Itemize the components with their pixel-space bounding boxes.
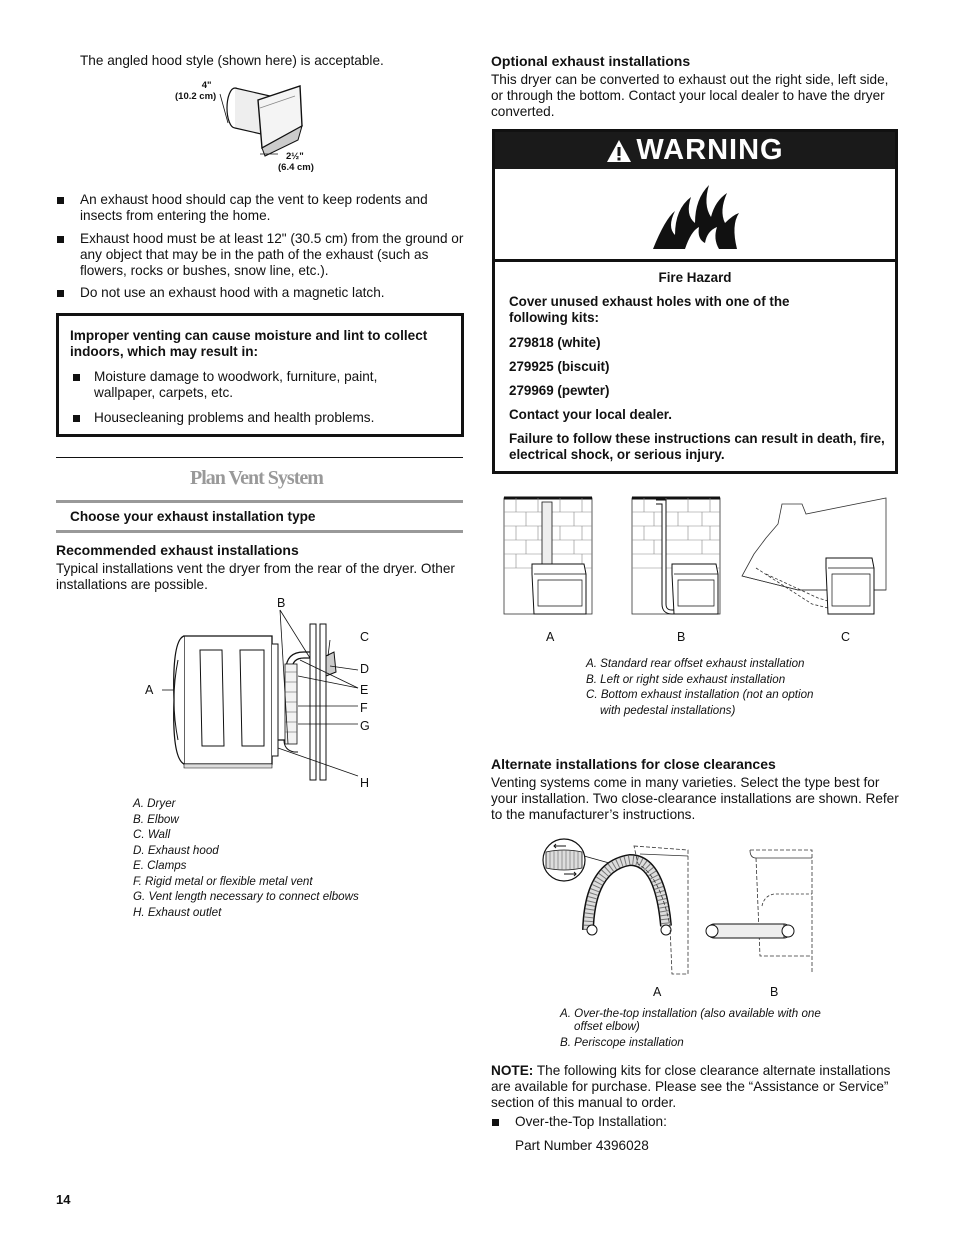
diagram-label-c: C xyxy=(360,630,370,644)
install-label-b: B xyxy=(677,630,686,644)
section-rule-mid xyxy=(56,500,463,503)
diagram-label-g: G xyxy=(360,719,370,733)
legend-item: E. Clamps xyxy=(133,859,187,872)
diagram-label-b: B xyxy=(277,596,286,610)
bullet-icon xyxy=(57,197,64,204)
warning-line1: Cover unused exhaust holes with one of the following kits: xyxy=(509,294,790,325)
warning-header xyxy=(495,132,895,169)
improper-venting-box xyxy=(56,313,464,437)
install-captions xyxy=(586,656,814,718)
legend-item: B. Elbow xyxy=(133,812,179,826)
note-text: The following kits for close clearance alternate installations are available for purchase. Please see the “Assistance or Service” section of this manual to order. xyxy=(491,1063,891,1110)
diagram-label-d: D xyxy=(360,662,370,676)
bullet-text-1: An exhaust hood should cap the vent to keep rodents and insects from entering the home. xyxy=(80,192,428,223)
kit-bullet-text: Over-the-Top Installation: xyxy=(515,1114,667,1129)
legend-item: C. Wall xyxy=(133,828,171,841)
hood-dimension-2 xyxy=(278,151,314,173)
hood-dim2-cm: (6.4 cm) xyxy=(278,162,314,173)
alt-caption: offset elbow) xyxy=(574,1020,640,1033)
alt-label-b: B xyxy=(770,985,779,999)
diagram-label-e: E xyxy=(360,683,369,697)
legend-item: H. Exhaust outlet xyxy=(133,905,222,919)
section-rule-bottom xyxy=(56,530,463,533)
section-title: Plan Vent System xyxy=(190,467,323,489)
bullet-icon xyxy=(57,290,64,297)
diagram-label-f: F xyxy=(360,701,368,715)
bullet-icon xyxy=(492,1119,499,1126)
note-paragraph xyxy=(491,1063,901,1111)
hood-dim1-cm: (10.2 cm) xyxy=(175,91,217,102)
legend-item: D. Exhaust hood xyxy=(133,843,219,857)
warning-failure: Failure to follow these instructions can result in death, fire, electrical shock, or serious injury. xyxy=(509,431,885,462)
alternate-text: Venting systems come in many varieties. Select the type best for your installation. Two close-clearance installations are shown. Refer to the manufacturer’s instructions. xyxy=(491,775,899,822)
note-label: NOTE: xyxy=(491,1063,534,1078)
diagram-legend xyxy=(133,796,359,920)
install-label-c: C xyxy=(841,630,851,644)
legend-item: G. Vent length necessary to connect elbows xyxy=(133,890,359,903)
warning-hazard-title: Fire Hazard xyxy=(658,270,732,285)
dryer-venting-diagram xyxy=(160,600,390,780)
install-label-a: A xyxy=(546,630,555,644)
periscope-illustration xyxy=(700,836,815,976)
warning-contact: Contact your local dealer. xyxy=(509,407,672,422)
fire-hazard-icon xyxy=(645,179,745,251)
warning-box xyxy=(492,129,898,474)
optional-heading: Optional exhaust installations xyxy=(491,53,691,69)
alternate-heading: Alternate installations for close clearances xyxy=(491,756,776,772)
section-rule-top xyxy=(56,457,463,458)
subsection-title: Choose your exhaust installation type xyxy=(70,509,316,524)
hood-dim1-inches: 4" xyxy=(201,80,212,91)
recommended-heading: Recommended exhaust installations xyxy=(56,542,299,558)
diagram-label-a: A xyxy=(145,683,154,697)
install-caption: B. Left or right side exhaust installation xyxy=(586,672,786,686)
improper-venting-item-1: Moisture damage to woodwork, furniture, paint, wallpaper, carpets, etc. xyxy=(94,369,378,400)
over-the-top-illustration xyxy=(540,836,690,976)
warning-kit-1: 279818 (white) xyxy=(509,335,601,350)
bullet-text-2: Exhaust hood must be at least 12" (30.5 cm) from the ground or any object that may be in the path of the exhaust (such as flowers, rocks or bushes, snow line, etc.). xyxy=(80,231,464,278)
warning-kit-3: 279969 (pewter) xyxy=(509,383,610,398)
bullet-icon xyxy=(73,415,80,422)
improper-venting-item-2: Housecleaning problems and health problems. xyxy=(94,410,375,425)
bullet-text-3: Do not use an exhaust hood with a magnetic latch. xyxy=(80,285,385,300)
hood-intro-text: The angled hood style (shown here) is acceptable. xyxy=(80,53,384,68)
warning-triangle-icon xyxy=(606,139,632,163)
part-number-text: Part Number 4396028 xyxy=(515,1138,649,1153)
fire-icon-panel xyxy=(495,169,895,262)
install-illustration-a xyxy=(504,494,596,619)
install-illustration-c xyxy=(742,494,890,619)
bullet-icon xyxy=(57,236,64,243)
hood-dimension-1 xyxy=(175,80,217,102)
install-caption: C. Bottom exhaust installation (not an option xyxy=(586,688,814,701)
alt-captions xyxy=(560,1007,821,1049)
bullet-icon xyxy=(73,374,80,381)
alt-label-a: A xyxy=(653,985,662,999)
hood-dim2-inches: 2½" xyxy=(286,151,304,162)
diagram-label-h: H xyxy=(360,776,370,790)
install-illustration-b xyxy=(632,494,724,619)
page-number: 14 xyxy=(56,1192,71,1207)
legend-item: F. Rigid metal or flexible metal vent xyxy=(133,874,313,888)
warning-kit-2: 279925 (biscuit) xyxy=(509,359,610,374)
optional-text: This dryer can be converted to exhaust out the right side, left side, or through the bottom. Contact your local dealer to have the dryer converted. xyxy=(491,72,889,119)
recommended-text: Typical installations vent the dryer from the rear of the dryer. Other installations are possible. xyxy=(56,561,455,592)
alt-caption: B. Periscope installation xyxy=(560,1036,684,1049)
install-caption: A. Standard rear offset exhaust installation xyxy=(586,657,805,670)
legend-item: A. Dryer xyxy=(133,797,176,810)
install-caption: with pedestal installations) xyxy=(600,703,736,717)
improper-venting-heading: Improper venting can cause moisture and lint to collect indoors, which may result in: xyxy=(70,328,428,359)
alt-caption: A. Over-the-top installation (also available with one xyxy=(560,1007,821,1020)
warning-title: WARNING xyxy=(636,133,784,166)
